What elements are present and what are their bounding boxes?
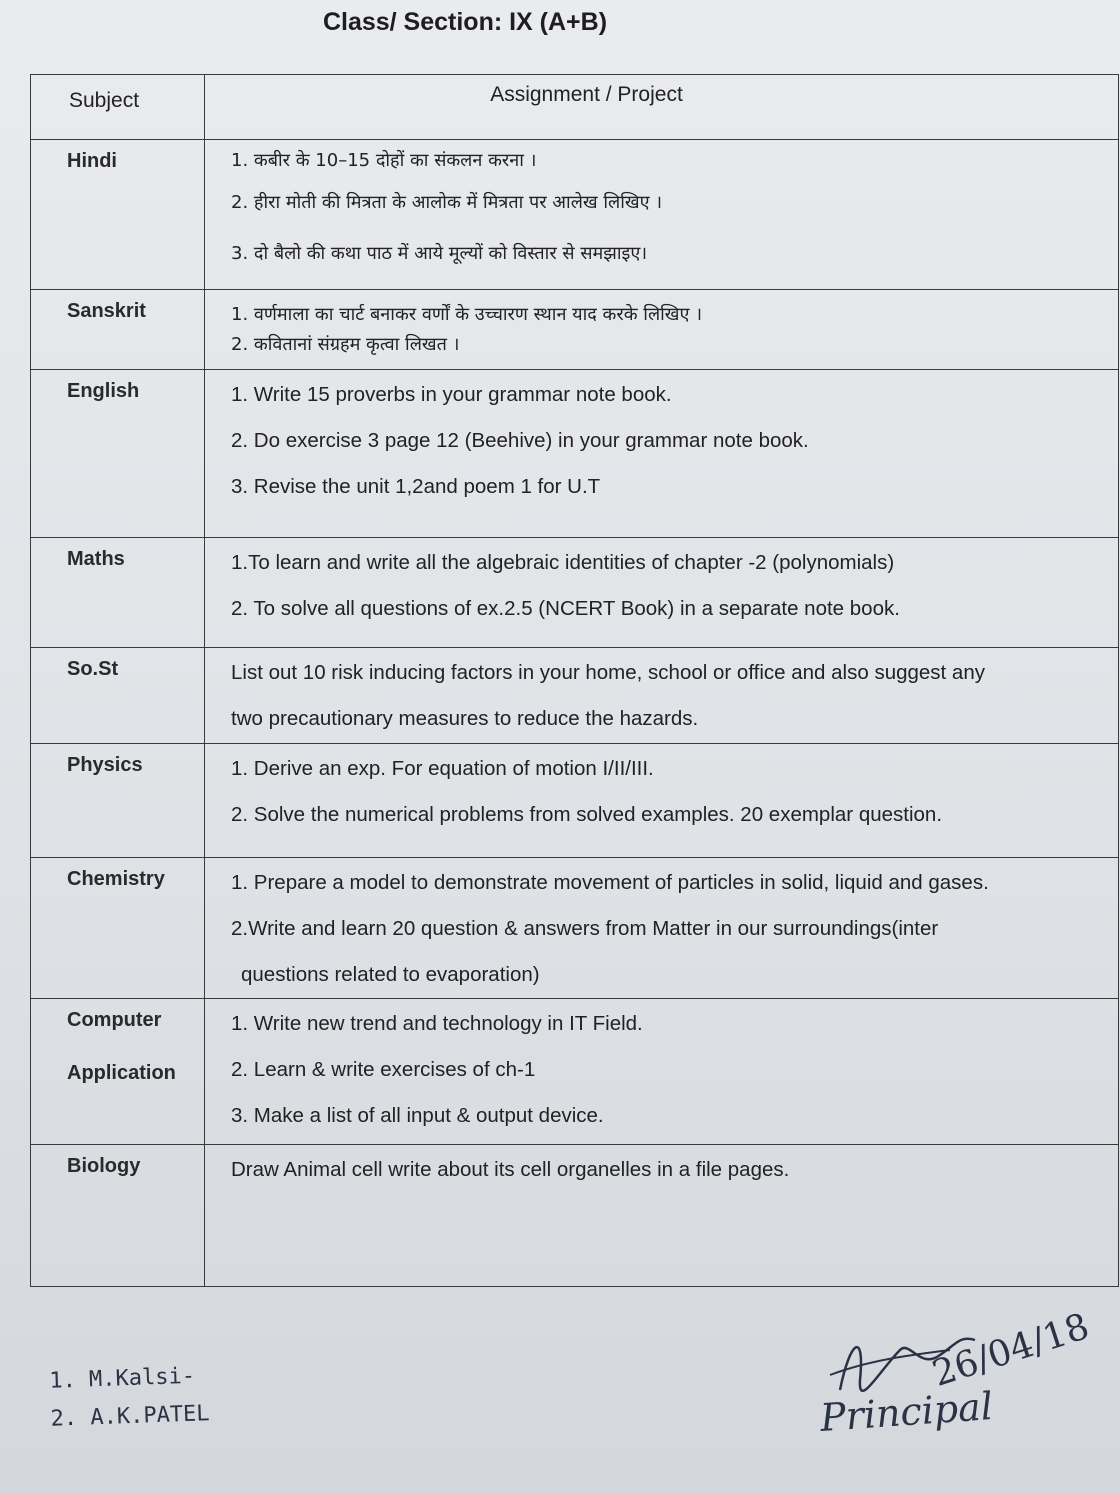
table-row bbox=[31, 290, 1119, 370]
subject-cell: English bbox=[31, 370, 205, 538]
table-row bbox=[31, 538, 1119, 648]
signature-date: 26/04/18 bbox=[927, 1306, 1095, 1395]
subject-cell: So.St bbox=[31, 648, 205, 744]
list-item: 1.To learn and write all the algebraic identities of chapter -2 (polynomials) bbox=[231, 551, 895, 574]
subject-label: Computer bbox=[67, 1009, 162, 1031]
header-subject: Subject bbox=[31, 75, 205, 140]
table-header-row bbox=[31, 75, 1119, 140]
assignment-cell bbox=[205, 538, 1119, 648]
header-assignment: Assignment / Project bbox=[205, 75, 1119, 140]
table-row bbox=[31, 648, 1119, 744]
subject-cell: Chemistry bbox=[31, 858, 205, 999]
list-item: 2. Solve the numerical problems from solved examples. 20 exemplar question. bbox=[231, 803, 943, 826]
assignment-cell bbox=[205, 370, 1119, 538]
teacher-signatures bbox=[49, 1357, 211, 1439]
list-item: 3. दो बैलो की कथा पाठ में आये मूल्यों को विस्तार से समझाइए। bbox=[231, 243, 648, 264]
table-row bbox=[31, 1145, 1119, 1287]
list-item: 3. Revise the unit 1,2and poem 1 for U.T bbox=[231, 475, 601, 498]
teacher-signature-1: 1. M.Kalsi- bbox=[48, 1363, 196, 1394]
list-item: 2. कवितानां संग्रहम कृत्वा लिखत । bbox=[231, 334, 460, 355]
page-title: Class/ Section: IX (A+B) bbox=[322, 8, 608, 36]
table-row bbox=[31, 858, 1119, 999]
teacher-signature-2: 2. A.K.PATEL bbox=[50, 1401, 210, 1432]
list-item: 1. Prepare a model to demonstrate movement of particles in solid, liquid and gases. bbox=[231, 871, 989, 894]
table-row bbox=[31, 999, 1119, 1145]
principal-signature bbox=[810, 1300, 1110, 1475]
list-item: 2.Write and learn 20 question & answers from Matter in our surroundings(inter bbox=[231, 917, 939, 940]
list-item: 1. Derive an exp. For equation of motion I/II/III. bbox=[231, 757, 654, 780]
table-row bbox=[31, 744, 1119, 858]
assignment-cell bbox=[205, 648, 1119, 744]
subject-cell bbox=[31, 999, 205, 1145]
list-item: Draw Animal cell write about its cell organelles in a file pages. bbox=[231, 1158, 790, 1181]
list-item: 2. To solve all questions of ex.2.5 (NCERT Book) in a separate note book. bbox=[231, 597, 900, 620]
list-item: 1. Write 15 proverbs in your grammar note book. bbox=[231, 383, 672, 406]
subject-label-line2: Application bbox=[67, 1062, 176, 1084]
list-item: 3. Make a list of all input & output device. bbox=[231, 1104, 604, 1127]
assignment-cell bbox=[205, 858, 1119, 999]
table-row bbox=[31, 140, 1119, 290]
subject-cell: Maths bbox=[31, 538, 205, 648]
assignment-table bbox=[30, 74, 1119, 1287]
list-item: 1. कबीर के 10–15 दोहों का संकलन करना । bbox=[231, 150, 537, 171]
subject-cell: Physics bbox=[31, 744, 205, 858]
assignment-cell bbox=[205, 290, 1119, 370]
list-item: questions related to evaporation) bbox=[241, 963, 540, 986]
assignment-cell bbox=[205, 999, 1119, 1145]
list-item: 1. Write new trend and technology in IT Field. bbox=[231, 1012, 643, 1035]
list-item: 2. Learn & write exercises of ch-1 bbox=[231, 1058, 536, 1081]
subject-cell: Sanskrit bbox=[31, 290, 205, 370]
assignment-cell bbox=[205, 1145, 1119, 1287]
table-row bbox=[31, 370, 1119, 538]
subject-cell: Biology bbox=[31, 1145, 205, 1287]
assignment-cell bbox=[205, 744, 1119, 858]
signature-role: Principal bbox=[818, 1384, 995, 1440]
assignment-cell bbox=[205, 140, 1119, 290]
list-item: 2. हीरा मोती की मित्रता के आलोक में मित्रता पर आलेख लिखिए । bbox=[231, 192, 663, 213]
subject-cell: Hindi bbox=[31, 140, 205, 290]
list-item: List out 10 risk inducing factors in your home, school or office and also suggest any bbox=[231, 661, 985, 684]
list-item: 1. वर्णमाला का चार्ट बनाकर वर्णों के उच्चारण स्थान याद करके लिखिए । bbox=[231, 304, 703, 325]
list-item: 2. Do exercise 3 page 12 (Beehive) in your grammar note book. bbox=[231, 429, 809, 452]
list-item: two precautionary measures to reduce the hazards. bbox=[231, 707, 699, 730]
